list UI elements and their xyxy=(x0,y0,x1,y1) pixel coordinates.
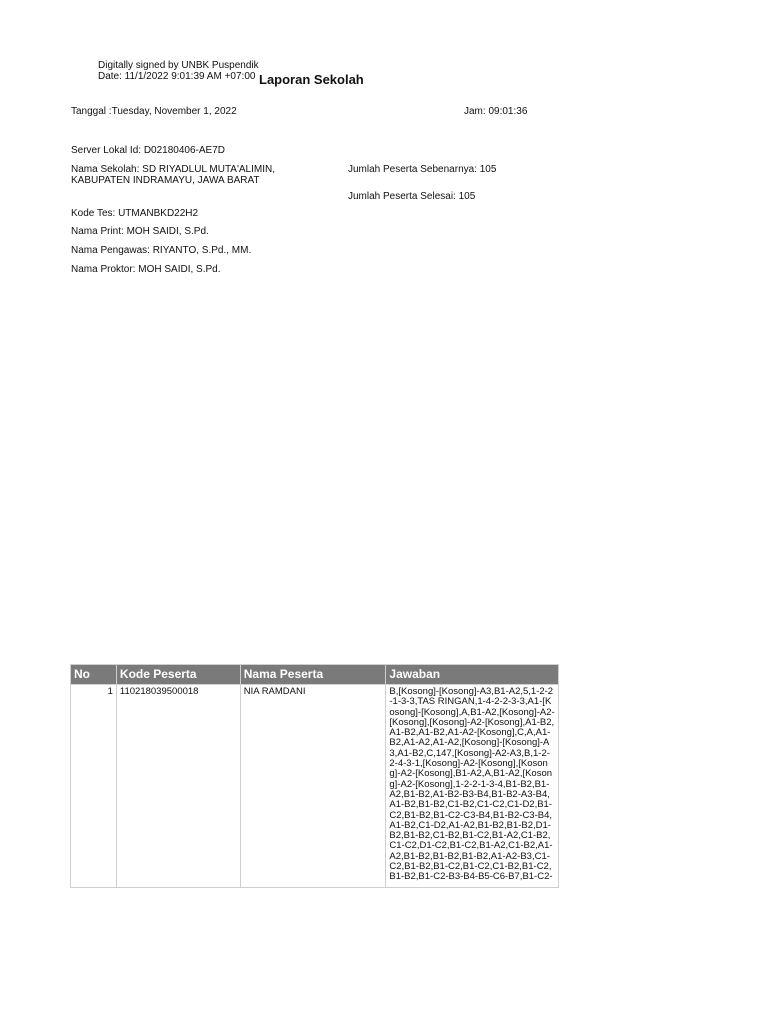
nama-sekolah-line2: KABUPATEN INDRAMAYU, JAWA BARAT xyxy=(71,175,260,186)
cell-nama-peserta: NIA RAMDANI xyxy=(240,685,386,888)
cell-jawaban: B,[Kosong]-[Kosong]-A3,B1-A2,5,1-2-2-1-3-3,TAS RINGAN,1-4-2-2-3-3,A1-[Kosong]-[Kosong],A,B1-A2,[Kosong]-A2-[Kosong],[Kosong]-A2-[Kosong],A1-B2,A1-B2,A1-B2,A1-A2-[Kosong],C,A,A1-B2,A1-A2,A1-A2,[Kosong]-[Kosong]-A3,A1-B2,C,147,[Kosong]-A2-A3,B,1-2-2-4-3-1,[Kosong]-A2-[Kosong],[Kosong]-A2-[Kosong],B1-A2,A,B1-A2,[Kosong]-A2-[Kosong],1-2-2-1-3-4,B1-B2,B1-A2,B1-B2,A1-B2-B3-B4,B1-B2-A3-B4,A1-B2,B1-B2,C1-B2,C1-C2,C1-D2,B1-C2,B1-B2,B1-C2-C3-B4,B1-B2-C3-B4,A1-B2,C1-D2,A1-A2,B1-B2,B1-B2,D1-B2,B1-B2,C1-B2,B1-C2,B1-A2,C1-B2,C1-C2,D1-C2,B1-C2,B1-A2,C1-B2,A1-A2,B1-B2,B1-B2,B1-B2,A1-A2-B3,C1-C2,B1-B2,B1-C2,B1-C2,C1-B2,B1-C2,B1-B2,B1-C2-B3-B4-B5-C6-B7,B1-C2- xyxy=(386,685,559,888)
cell-no: 1 xyxy=(71,685,117,888)
report-title: Laporan Sekolah xyxy=(259,72,364,87)
table-row xyxy=(71,685,559,888)
signature-signed-by: Digitally signed by UNBK Puspendik xyxy=(98,60,259,71)
results-table xyxy=(70,664,559,888)
nama-proktor: Nama Proktor: MOH SAIDI, S.Pd. xyxy=(71,264,221,275)
header-kode-peserta: Kode Peserta xyxy=(116,665,240,685)
header-nama-peserta: Nama Peserta xyxy=(240,665,386,685)
jumlah-peserta-selesai: Jumlah Peserta Selesai: 105 xyxy=(348,191,476,202)
cell-kode-peserta: 110218039500018 xyxy=(116,685,240,888)
report-date: Tanggal :Tuesday, November 1, 2022 xyxy=(71,106,237,117)
table-header-row xyxy=(71,665,559,685)
server-lokal-id: Server Lokal Id: D02180406-AE7D xyxy=(71,145,225,156)
header-jawaban: Jawaban xyxy=(386,665,559,685)
kode-tes: Kode Tes: UTMANBKD22H2 xyxy=(71,208,199,219)
signature-date: Date: 11/1/2022 9:01:39 AM +07:00 xyxy=(98,71,256,82)
nama-print: Nama Print: MOH SAIDI, S.Pd. xyxy=(71,226,209,237)
jumlah-peserta-sebenarnya: Jumlah Peserta Sebenarnya: 105 xyxy=(348,164,497,175)
report-time: Jam: 09:01:36 xyxy=(464,106,528,117)
nama-sekolah-line1: Nama Sekolah: SD RIYADLUL MUTA'ALIMIN, xyxy=(71,164,276,175)
nama-pengawas: Nama Pengawas: RIYANTO, S.Pd., MM. xyxy=(71,245,252,256)
header-no: No xyxy=(71,665,117,685)
